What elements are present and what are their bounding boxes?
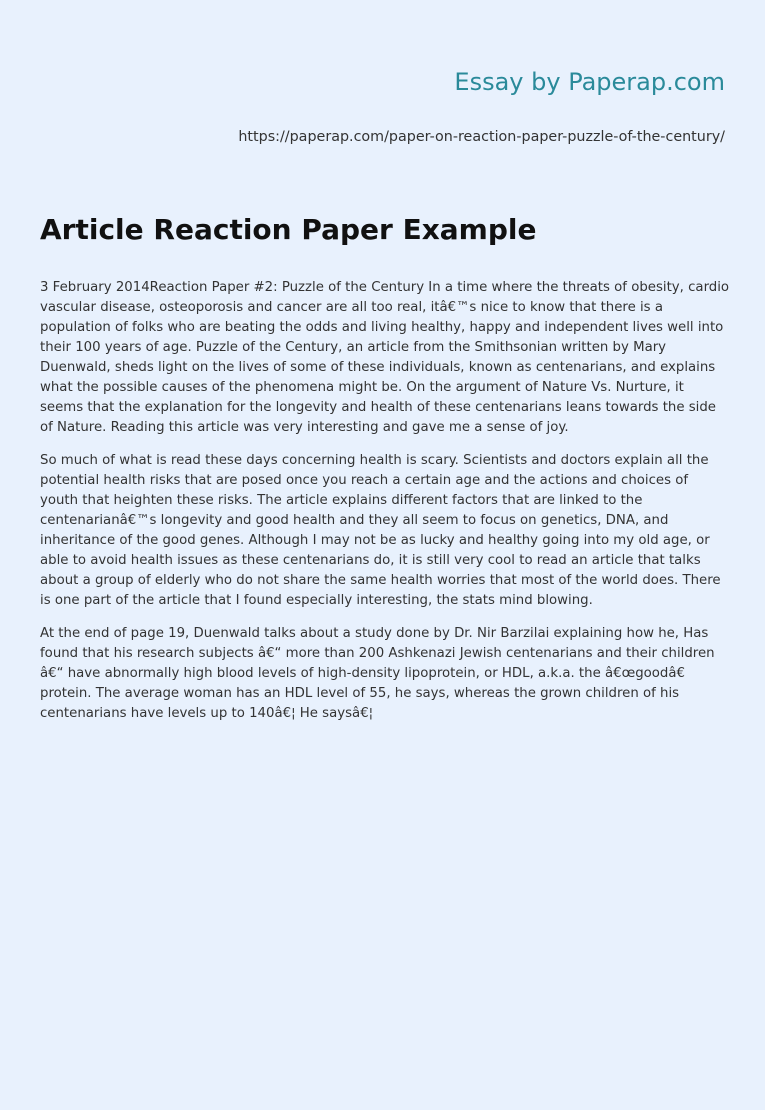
- article-body: [40, 278, 730, 737]
- page-title: Article Reaction Paper Example: [40, 213, 537, 246]
- article-paragraph: So much of what is read these days concerning health is scary. Scientists and doctors explain all the potential health risks that are posed once you reach a certain age and the actions and choices of youth that heighten these risks. The article explains different factors that are linked to the centenarianâ€™s longevity and good health and they all seem to focus on genetics, DNA, and inheritance of the good genes. Although I may not be as lucky and healthy going into my old age, or able to avoid health issues as these centenarians do, it is still very cool to read an article that talks about a group of elderly who do not share the same health worries that most of the world does. There is one part of the article that I found especially interesting, the stats mind blowing.: [40, 453, 721, 608]
- article-paragraph: At the end of page 19, Duenwald talks about a study done by Dr. Nir Barzilai explaining how he, Has found that his research subjects â€“ more than 200 Ashkenazi Jewish centenarians and their children â€“ have abnormally high blood levels of high-density lipoprotein, or HDL, a.k.a. the â€œgoodâ€ protein. The average woman has an HDL level of 55, he says, whereas the grown children of his centenarians have levels up to 140â€¦ He saysâ€¦: [40, 626, 715, 721]
- source-url[interactable]: https://paperap.com/paper-on-reaction-paper-puzzle-of-the-century/: [238, 129, 725, 145]
- article-paragraph: 3 February 2014Reaction Paper #2: Puzzle of the Century In a time where the threats of obesity, cardio vascular disease, osteoporosis and cancer are all too real, itâ€™s nice to know that there is a population of folks who are beating the odds and living healthy, happy and independent lives well into their 100 years of age. Puzzle of the Century, an article from the Smithsonian written by Mary Duenwald, sheds light on the lives of some of these individuals, known as centenarians, and explains what the possible causes of the phenomena might be. On the argument of Nature Vs. Nurture, it seems that the explanation for the longevity and health of these centenarians leans towards the side of Nature. Reading this article was very interesting and gave me a sense of joy.: [40, 280, 730, 435]
- site-brand[interactable]: Essay by Paperap.com: [454, 68, 725, 96]
